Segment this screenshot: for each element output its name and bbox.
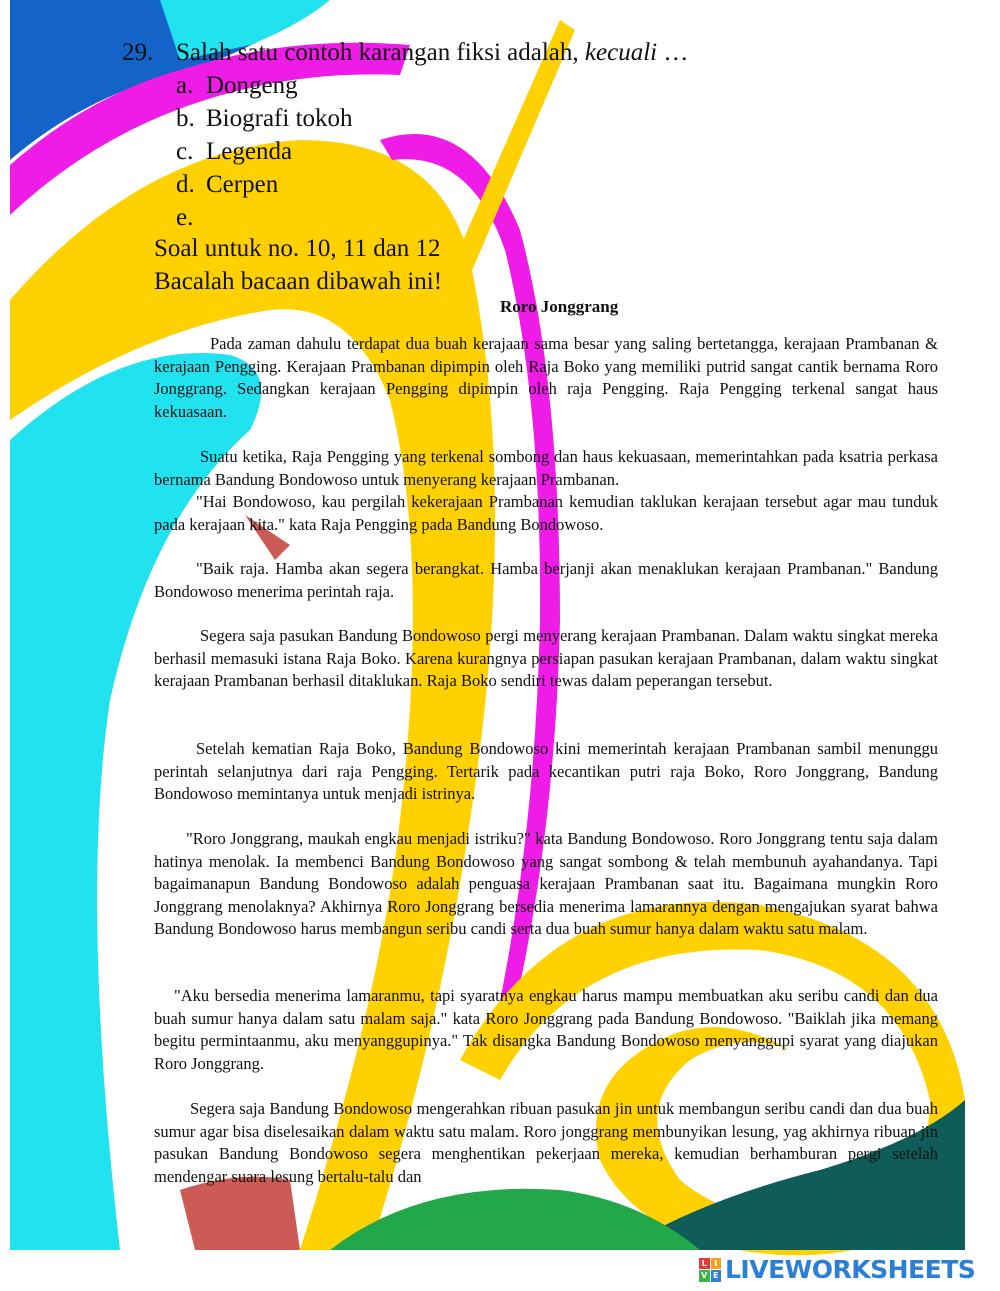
option-letter: b. [176, 105, 195, 132]
question-text: Salah satu contoh karangan fiksi adalah, [176, 39, 585, 66]
question-number: 29. [122, 39, 154, 66]
option-text: Legenda [206, 138, 293, 165]
option-text: Dongeng [206, 72, 298, 99]
story-paragraph: "Roro Jonggrang, maukah engkau menjadi istriku?" kata Bandung Bondowoso. Roro Jonggrang tentu saja dalam hatinya menolak. Ia membenci Bandung Bondowoso yang sangat sombong & telah membunuh ayahandanya. Tapi bagaimanapun Bandung Bondowoso adalah penguasa kerajaan Prambanan saat itu. Bagaimana mungkin Roro Jonggrang menolaknya? Akhirnya Roro Jonggrang bersedia menerima lamarannya dengan mengajukan syarat bahwa Bandung Bondowoso harus membangun seribu candi serta dua buah sumur hanya dalam waktu satu malam. [154, 829, 938, 939]
option-letter: a. [176, 72, 194, 99]
story-paragraph: "Hai Bondowoso, kau pergilah kekerajaan Prambanan kemudian taklukan kerajaan tersebut agar mau tunduk pada kerajaan kita." kata Raja Pengging pada Bandung Bondowoso. [154, 492, 938, 534]
story-title: Roro Jonggrang [500, 297, 619, 316]
story-paragraph: Setelah kematian Raja Boko, Bandung Bondowoso kini memerintah kerajaan Prambanan sambil menunggu perintah selanjutnya dari raja Pengging. Tertarik pada kecantikan putri raja Boko, Roro Jonggrang, Bandung Bondowoso memintanya untuk menjadi istrinya. [154, 739, 938, 804]
option-letter: d. [176, 171, 195, 198]
option-text: Biografi tokoh [206, 105, 353, 132]
story-paragraph: Segera saja pasukan Bandung Bondowoso pergi menyerang kerajaan Prambanan. Dalam waktu singkat mereka berhasil memasuki istana Raja Boko. Karena kurangnya persiapan pasukan kerajaan Prambanan, dalam waktu singkat kerajaan Prambanan berhasil ditaklukan. Raja Boko sendiri tewas dalam peperangan tersebut. [154, 626, 938, 691]
option-letter: c. [176, 138, 194, 165]
question-ellipsis: … [657, 39, 689, 66]
intro-line-2: Bacalah bacaan dibawah ini! [154, 268, 443, 295]
option-text: Cerpen [206, 171, 279, 198]
story-paragraph: Suatu ketika, Raja Pengging yang terkenal sombong dan haus kekuasaan, memerintahkan pada ksatria perkasa bernama Bandung Bondowoso untuk menyerang kerajaan Prambanan. [154, 447, 938, 489]
question-emphasis: kecuali [584, 39, 658, 66]
brand-name: LIVEWORKSHEETS [725, 1255, 976, 1284]
story-paragraph: Pada zaman dahulu terdapat dua buah kerajaan sama besar yang saling bertetangga, kerajaan Prambanan & kerajaan Pengging. Kerajaan Prambanan dipimpin oleh Raja Boko yang memiliki putrid sangat cantik bernama Roro Jonggrang. Sedangkan kerajaan Pengging dipimpin oleh raja Pengging. Raja Pengging terkenal sangat haus kekuasaan. [154, 334, 938, 421]
option-c[interactable] [176, 135, 353, 168]
story-paragraph: Segera saja Bandung Bondowoso mengerahkan ribuan pasukan jin untuk membangun seribu candi dan dua buah sumur agar bisa diselesaikan dalam waktu satu malam. Roro jonggrang membunyikan lesung, yag akhirnya ribuan jin pasukan Bandung Bondowoso segera menghentikan pekerjaan mereka, kemudian berhamburan pergi setelah mendengar suara lesung bertalu-talu dan [154, 1099, 938, 1186]
story-paragraph: "Baik raja. Hamba akan segera berangkat. Hamba berjanji akan menaklukan kerajaan Prambanan." Bandung Bondowoso menerima perintah raja. [154, 559, 938, 601]
intro-line-1: Soal untuk no. 10, 11 dan 12 [154, 235, 441, 262]
option-d[interactable] [176, 168, 353, 201]
question-29 [122, 36, 688, 69]
story-paragraph: "Aku bersedia menerima lamaranmu, tapi syaratnya engkau harus mampu membuatkan aku seribu candi dan dua buah sumur hanya dalam satu malam saja." kata Roro Jonggrang pada Bandung Bondowoso. "Baiklah jika memang begitu permintaanmu, aku menyanggupinya." Tak disangka Bandung Bondowoso menyanggupi syarat yang diajukan Roro Jonggrang. [154, 986, 938, 1073]
answer-options [176, 69, 353, 234]
option-e[interactable] [176, 201, 353, 234]
option-letter: e. [176, 204, 194, 231]
reading-intro [154, 232, 442, 298]
option-b[interactable] [176, 102, 353, 135]
liveworksheets-logo [699, 1255, 975, 1284]
option-a[interactable] [176, 69, 353, 102]
live-badge-icon: L I V E [699, 1258, 721, 1282]
